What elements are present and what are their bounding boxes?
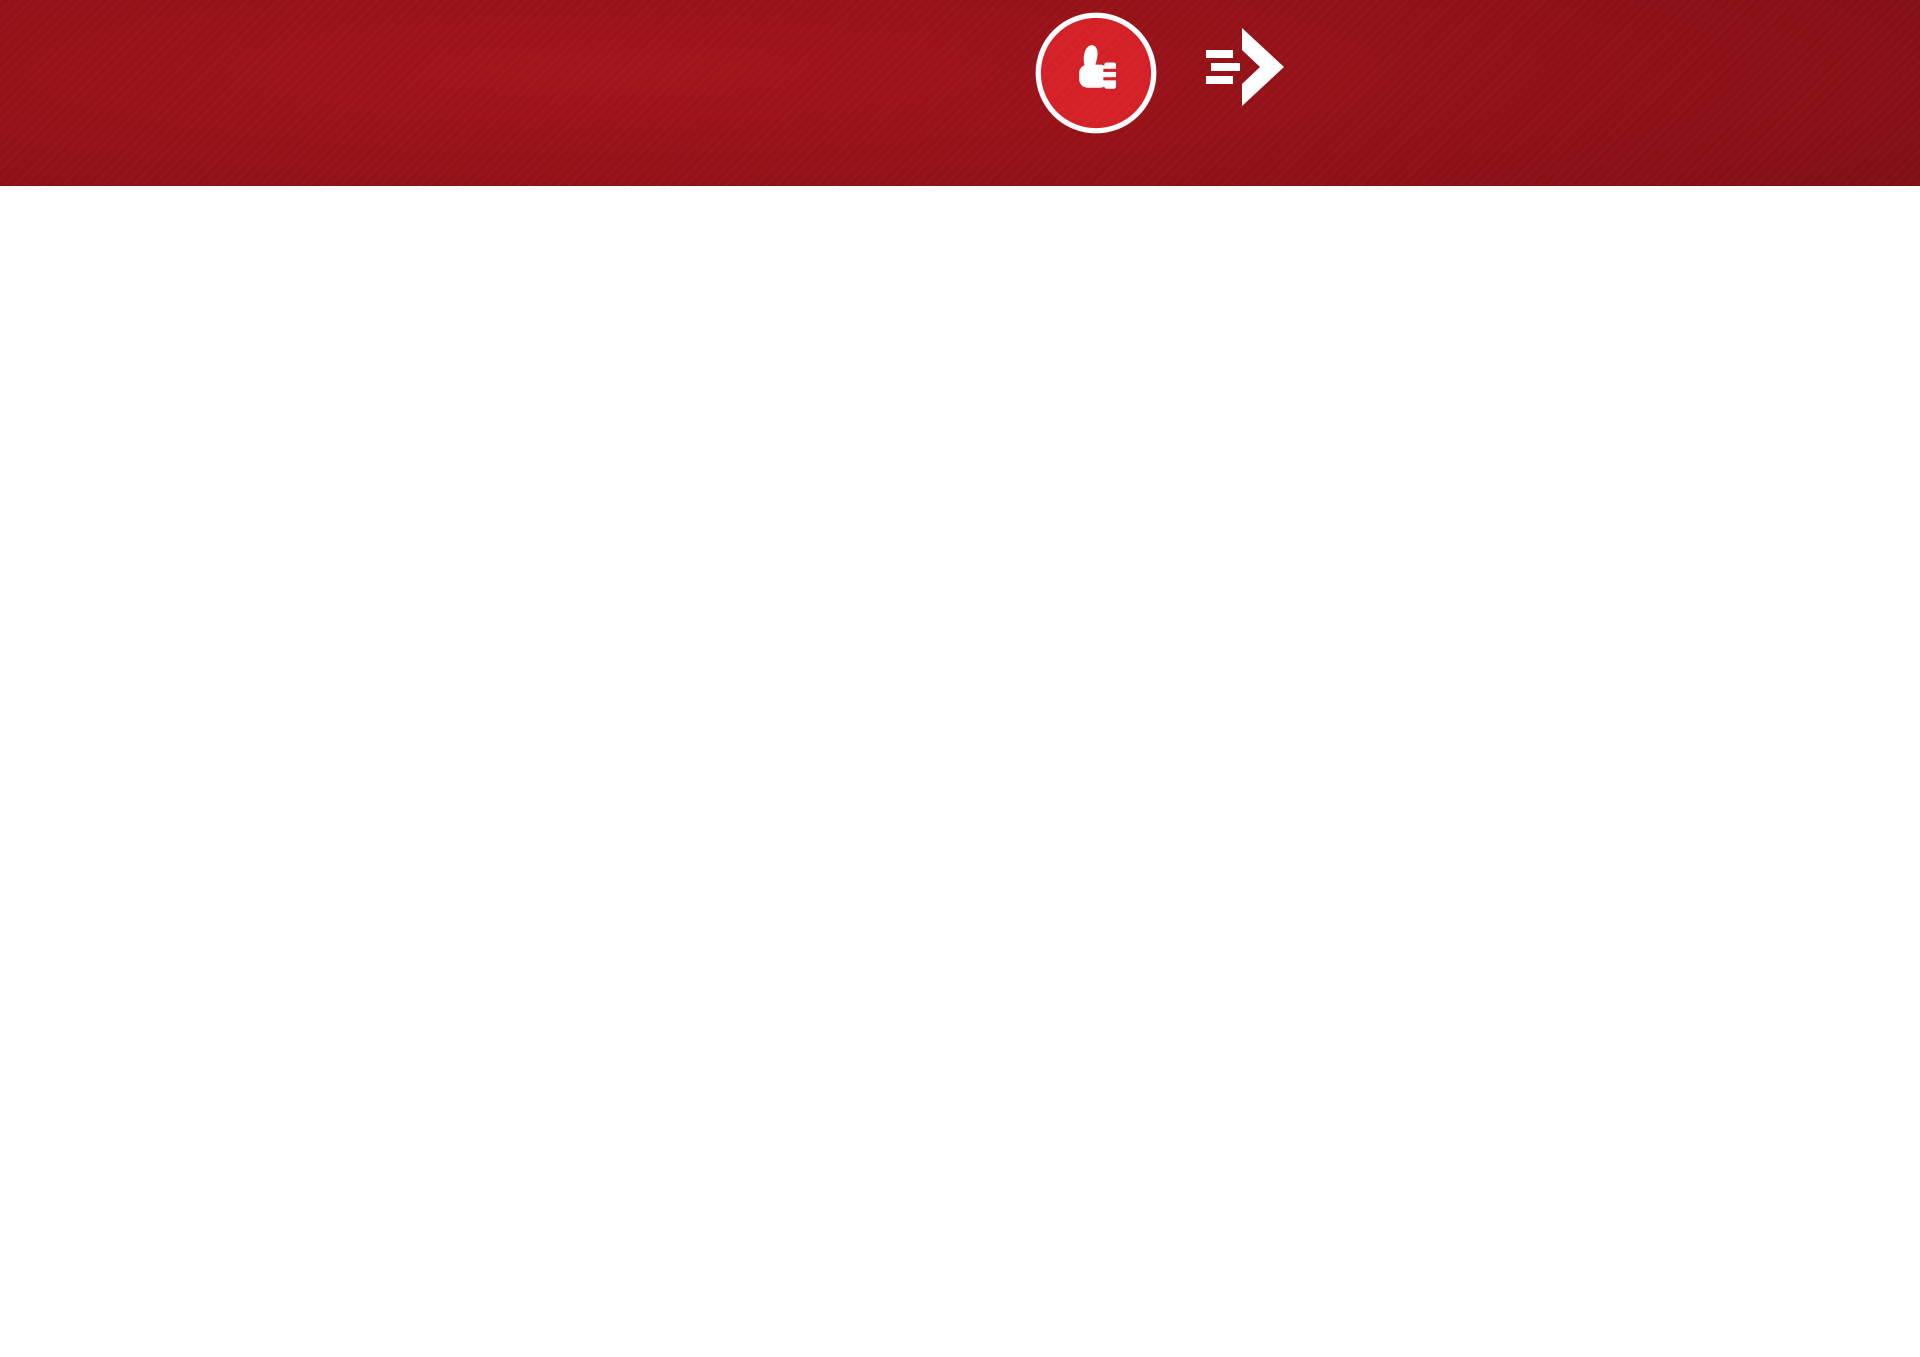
page-header [0,0,1920,186]
zubr-logo-icon [1204,24,1296,110]
brand-logo [1204,24,1316,110]
product-images-strip [0,186,1920,612]
quality-badge [1033,10,1159,136]
